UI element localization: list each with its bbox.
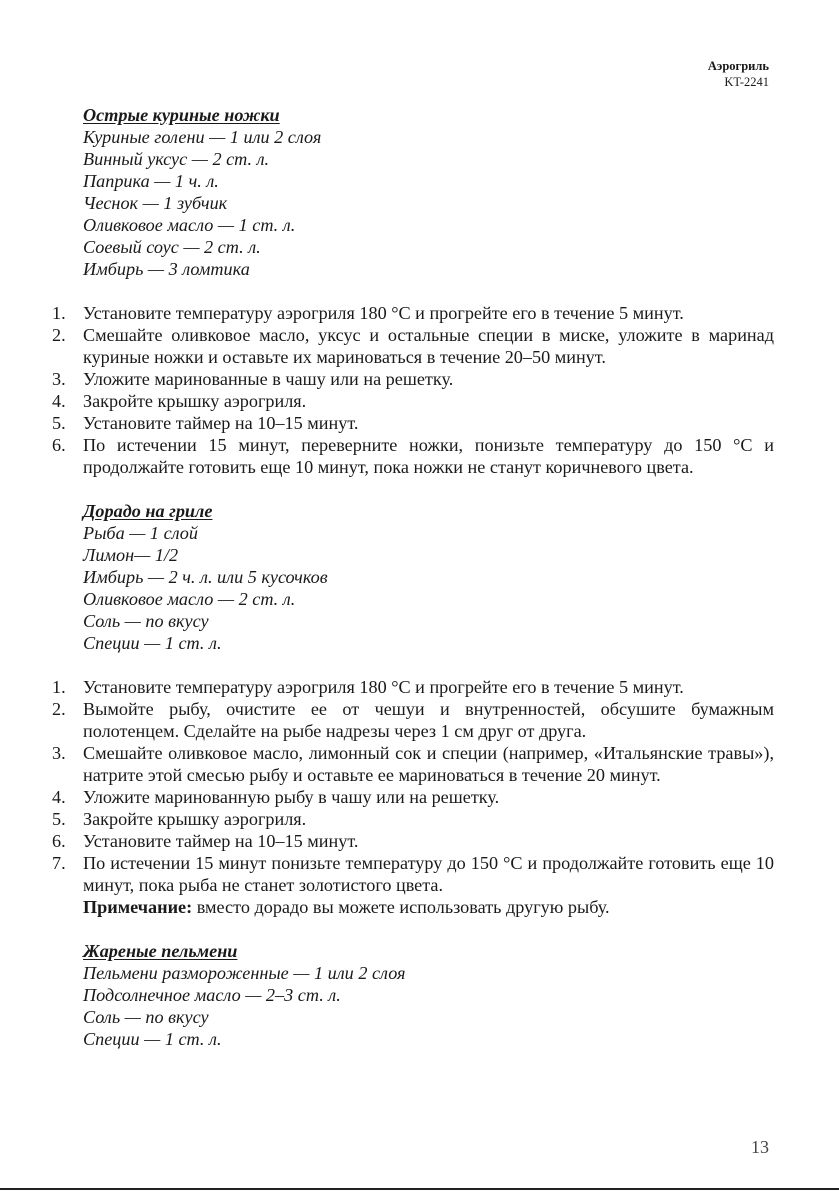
note-label: Примечание:: [83, 897, 193, 917]
step: [52, 412, 774, 434]
step-number: 1.: [52, 677, 66, 697]
ingredient-list: [83, 126, 774, 280]
ingredient: Соль — по вкусу: [83, 1007, 209, 1027]
step-number: 3.: [52, 369, 66, 389]
step-text: Закройте крышку аэрогриля.: [83, 391, 307, 411]
page-number: 13: [751, 1137, 769, 1157]
step: [52, 830, 774, 852]
ingredient: Оливковое масло — 2 ст. л.: [83, 589, 296, 609]
ingredient: Куриные голени — 1 или 2 слоя: [83, 127, 322, 147]
step-text: Установите таймер на 10–15 минут.: [83, 831, 359, 851]
step: [52, 742, 774, 786]
step-text: По истечении 15 минут, переверните ножки, понизьте температуру до 150 °С и продолжайте готовить еще 10 минут, пока ножки не станут коричневого цвета.: [83, 435, 774, 477]
ingredient: Оливковое масло — 1 ст. л.: [83, 215, 296, 235]
ingredient: Рыба — 1 слой: [83, 523, 198, 543]
step: [52, 434, 774, 478]
ingredient-list: [83, 522, 774, 654]
note-text: вместо дорадо вы можете использовать другую рыбу.: [192, 897, 610, 917]
ingredient: Соевый соус — 2 ст. л.: [83, 237, 261, 257]
step-number: 2.: [52, 699, 66, 719]
ingredient: Имбирь — 3 ломтика: [83, 259, 250, 279]
step-number: 5.: [52, 413, 66, 433]
recipe-title: Дорадо на гриле: [83, 501, 213, 521]
ingredient: Специи — 1 ст. л.: [83, 633, 222, 653]
recipe-note: [83, 896, 774, 918]
step-number: 4.: [52, 391, 66, 411]
step-text: Смешайте оливковое масло, лимонный сок и специи (например, «Итальянские травы»), натрите этой смесью рыбу и оставьте ее мариноваться в течение 20 минут.: [83, 743, 774, 785]
step-number: 7.: [52, 853, 66, 873]
ingredient-list: [83, 962, 774, 1050]
ingredient: Пельмени размороженные — 1 или 2 слоя: [83, 963, 406, 983]
step-list: [52, 676, 774, 896]
recipe-chicken: [52, 104, 774, 478]
ingredient: Подсолнечное масло — 2–3 ст. л.: [83, 985, 341, 1005]
step-number: 5.: [52, 809, 66, 829]
step-text: Уложите маринованную рыбу в чашу или на решетку.: [83, 787, 500, 807]
step: [52, 302, 774, 324]
step-number: 4.: [52, 787, 66, 807]
step-list: [52, 302, 774, 478]
model-number: KT-2241: [724, 75, 769, 89]
ingredient: Паприка — 1 ч. л.: [83, 171, 219, 191]
brand-name: Аэрогриль: [707, 59, 769, 73]
step: [52, 852, 774, 896]
step: [52, 368, 774, 390]
step-number: 1.: [52, 303, 66, 323]
ingredient: Имбирь — 2 ч. л. или 5 кусочков: [83, 567, 328, 587]
page-header: [708, 58, 769, 90]
ingredient: Специи — 1 ст. л.: [83, 1029, 222, 1049]
step-number: 6.: [52, 831, 66, 851]
page-content: [52, 104, 774, 1050]
ingredient: Винный уксус — 2 ст. л.: [83, 149, 270, 169]
recipe-title: Жареные пельмени: [83, 941, 238, 961]
step: [52, 808, 774, 830]
step: [52, 324, 774, 368]
ingredient: Лимон— 1/2: [83, 545, 179, 565]
step: [52, 676, 774, 698]
step-number: 6.: [52, 435, 66, 455]
step-text: Вымойте рыбу, очистите ее от чешуи и внутренностей, обсушите бумажным полотенцем. Сделайте на рыбе надрезы через 1 см друг от друга.: [83, 699, 774, 741]
step-text: Установите температуру аэрогриля 180 °С и прогрейте его в течение 5 минут.: [83, 303, 684, 323]
step-text: Закройте крышку аэрогриля.: [83, 809, 307, 829]
step-text: Установите таймер на 10–15 минут.: [83, 413, 359, 433]
step-text: Установите температуру аэрогриля 180 °С и прогрейте его в течение 5 минут.: [83, 677, 684, 697]
step-number: 3.: [52, 743, 66, 763]
step: [52, 698, 774, 742]
step-text: По истечении 15 минут понизьте температуру до 150 °С и продолжайте готовить еще 10 минут, пока рыба не станет золотистого цвета.: [83, 853, 774, 895]
bottom-divider: [0, 1188, 839, 1190]
step-text: Уложите маринованные в чашу или на решетку.: [83, 369, 454, 389]
recipe-dumplings: [52, 940, 774, 1050]
step-number: 2.: [52, 325, 66, 345]
step-text: Смешайте оливковое масло, уксус и остальные специи в миске, уложите в маринад куриные ножки и оставьте их мариноваться в течение 20–50 минут.: [83, 325, 774, 367]
step: [52, 786, 774, 808]
step: [52, 390, 774, 412]
ingredient: Соль — по вкусу: [83, 611, 209, 631]
recipe-title: Острые куриные ножки: [83, 105, 280, 125]
recipe-dorado: [52, 500, 774, 918]
ingredient: Чеснок — 1 зубчик: [83, 193, 228, 213]
